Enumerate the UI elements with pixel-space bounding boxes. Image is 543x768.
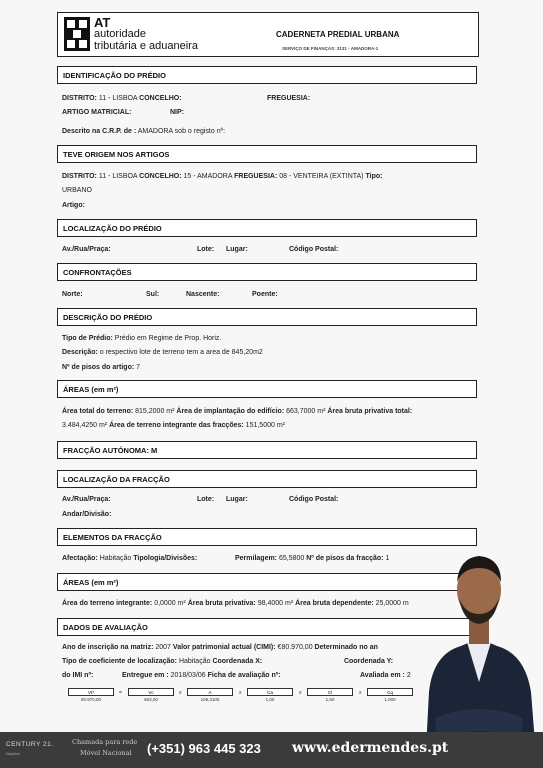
- valuation-formula: [57, 688, 477, 708]
- nip-label: NIP:: [170, 109, 184, 116]
- formula-op: =: [119, 690, 122, 696]
- value: 65,5800: [278, 555, 305, 562]
- document-title: CADERNETA PREDIAL URBANA: [276, 30, 400, 39]
- formula-box: Cq: [367, 688, 413, 696]
- logo-line-2: tributária e aduaneira: [94, 40, 198, 52]
- label: Nº de pisos da fracção:: [306, 555, 384, 562]
- value: AMADORA sob o registo nº:: [137, 128, 226, 135]
- formula-box: Vc: [128, 688, 174, 696]
- section-title: ÁREAS (em m²): [63, 385, 119, 394]
- formula-op: x: [179, 690, 182, 696]
- value: 663,7000 m²: [286, 408, 326, 415]
- formula-value: 105,3100: [200, 697, 220, 702]
- label: Descrito na C.R.P. de :: [62, 128, 137, 135]
- document-header: [57, 12, 479, 57]
- call-note-2: Móvel Nacional: [80, 749, 132, 757]
- value: o respectivo lote de terreno tem a area de 845,20m2: [99, 349, 263, 356]
- avaliada-line: [360, 672, 411, 679]
- value: 2: [406, 672, 411, 679]
- section-origem: [57, 145, 477, 163]
- brand-name: CENTURY 21.: [6, 741, 54, 748]
- label: Nº de pisos do artigo:: [62, 364, 135, 371]
- descricao-line: [62, 349, 263, 356]
- label: Permilagem:: [235, 555, 278, 562]
- label: Área de implantação do edifício:: [176, 408, 285, 415]
- formula-box: Vt*: [68, 688, 114, 696]
- label: Área bruta privativa:: [187, 600, 256, 607]
- label: CONCELHO:: [139, 173, 182, 180]
- label: Ficha de avaliação nº:: [207, 672, 281, 679]
- value: Prédio em Regime de Prop. Horiz.: [114, 335, 222, 342]
- section-elementos: [57, 528, 477, 546]
- section-title: FRACÇÃO AUTÓNOMA: M: [63, 446, 158, 455]
- section-fraccao-autonoma: [57, 441, 477, 459]
- logo-at-text: AT: [94, 15, 111, 30]
- fraccao-lugar-label: Lugar:: [226, 496, 248, 503]
- avaliacao-line-3: [62, 672, 93, 679]
- section-title: LOCALIZAÇÃO DO PRÉDIO: [63, 224, 162, 233]
- label: Área do terreno integrante:: [62, 600, 153, 607]
- document-subtitle: SERVIÇO DE FINANÇAS: 3131 - AMADORA-1: [282, 46, 379, 51]
- formula-op: x: [359, 690, 362, 696]
- artigo-label: ARTIGO MATRICIAL:: [62, 109, 132, 116]
- section-descricao: [57, 308, 477, 326]
- label: Área total do terreno:: [62, 408, 134, 415]
- formula-value: 1,00: [265, 697, 275, 702]
- value: 2007: [155, 644, 171, 651]
- label: Coordenada X:: [212, 658, 263, 665]
- label: Valor patrimonial actual (CIMI):: [172, 644, 276, 651]
- lugar-label: Lugar:: [226, 246, 248, 253]
- section-localizacao-predio: [57, 219, 477, 237]
- formula-op: x: [239, 690, 242, 696]
- section-title: ELEMENTOS DA FRACÇÃO: [63, 533, 162, 542]
- formula-box: A: [187, 688, 233, 696]
- website-link[interactable]: www.edermendes.pt: [292, 740, 449, 756]
- value: 98,4000 m²: [257, 600, 294, 607]
- sul-label: Sul:: [146, 291, 160, 298]
- areas-predio-line-1: [62, 408, 412, 415]
- elementos-line: [62, 555, 197, 562]
- brand-sub: Nações: [6, 751, 20, 756]
- norte-label: Norte:: [62, 291, 83, 298]
- label: Determinado no an: [314, 644, 378, 651]
- call-note-1: Chamada para rede: [72, 738, 138, 746]
- section-title: ÁREAS (em m²): [63, 578, 119, 587]
- av-label: Av./Rua/Praça:: [62, 246, 111, 253]
- section-localizacao-fraccao: [57, 470, 477, 488]
- value: Habitação: [178, 658, 211, 665]
- at-logo-icon: [64, 17, 90, 51]
- identificacao-line-1: [62, 95, 182, 102]
- section-title: CONFRONTAÇÕES: [63, 268, 132, 277]
- areas-predio-line-2: [62, 422, 285, 429]
- value: 2018/03/06: [170, 672, 206, 679]
- value: €80.970,00: [277, 644, 313, 651]
- label: Descrição:: [62, 349, 98, 356]
- label: Avaliada em :: [360, 672, 405, 679]
- footer-banner: [0, 732, 543, 768]
- label: Ano de inscrição na matriz:: [62, 644, 154, 651]
- section-title: IDENTIFICAÇÃO DO PRÉDIO: [63, 71, 166, 80]
- formula-value: 1,000: [384, 697, 396, 702]
- section-areas-predio: [57, 380, 477, 398]
- andar-label: Andar/Divisão:: [62, 511, 112, 518]
- value: 815,2000 m²: [135, 408, 175, 415]
- tipo-predio-line: [62, 335, 221, 342]
- value: 151,5000 m²: [245, 422, 285, 429]
- section-title: DADOS DE AVALIAÇÃO: [63, 623, 148, 632]
- label: Tipo:: [365, 173, 383, 180]
- section-identificacao: [57, 66, 477, 84]
- phone-number[interactable]: (+351) 963 445 323: [147, 741, 261, 756]
- label: Tipo de coeficiente de localização:: [62, 658, 178, 665]
- formula-box: Ca: [247, 688, 293, 696]
- value: 11 - LISBOA: [98, 95, 138, 102]
- fraccao-cp-label: Código Postal:: [289, 496, 339, 503]
- pisos-artigo-line: [62, 364, 140, 371]
- poente-label: Poente:: [252, 291, 278, 298]
- section-title: TEVE ORIGEM NOS ARTIGOS: [63, 150, 170, 159]
- label: DISTRITO:: [62, 95, 97, 102]
- value: 11 - LISBOA: [98, 173, 138, 180]
- value: 15 - AMADORA: [183, 173, 233, 180]
- formula-op: x: [299, 690, 302, 696]
- label: Tipologia/Divisões:: [133, 555, 198, 562]
- label: Afectação:: [62, 555, 98, 562]
- crp-line: [62, 128, 225, 135]
- origem-line-1: [62, 173, 382, 180]
- origem-artigo-label: Artigo:: [62, 202, 85, 209]
- value: 3.484,4250 m²: [62, 422, 108, 429]
- section-avaliacao: [57, 618, 477, 636]
- label: CONCELHO:: [139, 95, 182, 102]
- section-title: DESCRIÇÃO DO PRÉDIO: [63, 313, 153, 322]
- value: Habitação: [99, 555, 132, 562]
- fraccao-lote-label: Lote:: [197, 496, 215, 503]
- value: 25,0000 m: [375, 600, 409, 607]
- value: 08 - VENTEIRA (EXTINTA): [279, 173, 364, 180]
- section-areas-fraccao: [57, 573, 477, 591]
- avaliacao-line-3b: [122, 672, 281, 679]
- cp-label: Código Postal:: [289, 246, 339, 253]
- avaliacao-line-1: [62, 644, 378, 651]
- formula-value: 80.970,00: [80, 697, 102, 702]
- coord-y-label: Coordenada Y:: [344, 658, 394, 665]
- value: 7: [136, 364, 141, 371]
- permilagem-line: [235, 555, 389, 562]
- freguesia-label: FREGUESIA:: [267, 95, 311, 102]
- section-confrontacoes: [57, 263, 477, 281]
- origem-tipo-value: URBANO: [62, 187, 92, 194]
- lote-label: Lote:: [197, 246, 215, 253]
- logo-line-1: autoridade: [94, 28, 146, 40]
- fraccao-av-label: Av./Rua/Praça:: [62, 496, 111, 503]
- value: 0,0000 m²: [154, 600, 186, 607]
- label: Área bruta privativa total:: [327, 408, 413, 415]
- label: Área bruta dependente:: [295, 600, 374, 607]
- label: Tipo de Prédio:: [62, 335, 113, 342]
- label: FREGUESIA:: [234, 173, 278, 180]
- formula-value: 603,00: [144, 697, 158, 702]
- value: 1: [385, 555, 390, 562]
- areas-fraccao-line: [62, 600, 409, 607]
- nascente-label: Nascente:: [186, 291, 220, 298]
- label: Área de terreno integrante das fracções:: [109, 422, 244, 429]
- formula-box: Cl: [307, 688, 353, 696]
- avaliacao-line-2: [62, 658, 262, 665]
- formula-value: 1,50: [325, 697, 335, 702]
- label: Entregue em :: [122, 672, 169, 679]
- section-title: LOCALIZAÇÃO DA FRACÇÃO: [63, 475, 170, 484]
- label: do IMI nº:: [62, 672, 94, 679]
- label: DISTRITO:: [62, 173, 97, 180]
